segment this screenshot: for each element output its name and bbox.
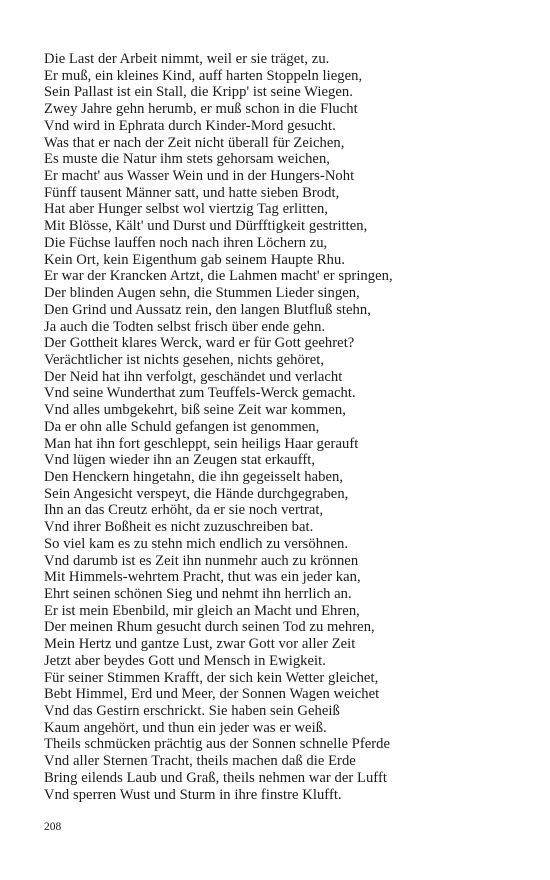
poem-line: Vnd sperren Wust und Sturm in ihre finstre Klufft. bbox=[44, 786, 342, 803]
poem-line: Ihn an das Creutz erhöht, da er sie noch vertrat, bbox=[44, 502, 324, 519]
poem-line: Mein Hertz und gantze Lust, zwar Gott vor aller Zeit bbox=[44, 636, 356, 653]
poem-line: Den Henckern hingetahn, die ihn gegeisselt haben, bbox=[44, 468, 344, 485]
poem-line: Vnd seine Wunderthat zum Teuffels-Werck gemacht. bbox=[44, 385, 356, 402]
poem-line: Die Füchse lauffen noch nach ihren Löchern zu, bbox=[44, 234, 328, 251]
poem-line: Vnd aller Sternen Tracht, theils machen daß die Erde bbox=[44, 753, 356, 770]
poem-text-block bbox=[44, 51, 514, 803]
poem-line: Der blinden Augen sehn, die Stummen Lieder singen, bbox=[44, 285, 360, 302]
poem-line: Sein Angesicht verspeyt, die Hände durchgegraben, bbox=[44, 485, 349, 502]
poem-line: Bring eilends Laub und Graß, theils nehmen war der Lufft bbox=[44, 769, 387, 786]
page-number: 208 bbox=[44, 821, 62, 833]
poem-line: Mit Himmels-wehrtem Pracht, thut was ein jeder kan, bbox=[44, 569, 361, 586]
poem-line: Die Last der Arbeit nimmt, weil er sie träget, zu. bbox=[44, 51, 330, 67]
poem-line: Vnd das Gestirn erschrickt. Sie haben sein Geheiß bbox=[44, 703, 340, 720]
poem-line: So viel kam es zu stehn mich endlich zu versöhnen. bbox=[44, 535, 349, 552]
poem-line: Ehrt seinen schönen Sieg und nehmt ihn herrlich an. bbox=[44, 586, 352, 602]
poem-line: Er ist mein Ebenbild, mir gleich an Macht und Ehren, bbox=[44, 602, 360, 619]
poem-line: Der meinen Rhum gesucht durch seinen Tod zu mehren, bbox=[44, 619, 375, 636]
poem-line: Vnd wird in Ephrata durch Kinder-Mord gesucht. bbox=[44, 117, 336, 134]
poem-line: Kein Ort, kein Eigenthum gab seinem Haupte Rhu. bbox=[44, 251, 346, 268]
poem-line: Den Grind und Aussatz rein, den langen Blutfluß stehn, bbox=[44, 301, 371, 318]
poem-line: Er macht' aus Wasser Wein und in der Hungers-Noht bbox=[44, 168, 355, 185]
poem-line: Er war der Krancken Artzt, die Lahmen macht' er springen, bbox=[44, 268, 393, 285]
poem-line: Fünff tausent Männer satt, und hatte sieben Brodt, bbox=[44, 184, 340, 201]
poem-line: Mit Blösse, Kält' und Durst und Dürfftigkeit gestritten, bbox=[44, 218, 368, 235]
poem-line: Vnd lügen wieder ihn an Zeugen stat erkaufft, bbox=[44, 452, 316, 469]
poem-line: Sein Pallast ist ein Stall, die Kripp' ist seine Wiegen. bbox=[44, 84, 353, 101]
poem-line: Theils schmücken prächtig aus der Sonnen schnelle Pferde bbox=[44, 736, 391, 753]
poem-line: Jetzt aber beydes Gott und Mensch in Ewigkeit. bbox=[44, 652, 326, 669]
poem-line: Da er ohn alle Schuld gefangen ist genommen, bbox=[44, 418, 320, 435]
poem-line: Hat aber Hunger selbst wol viertzig Tag erlitten, bbox=[44, 201, 329, 218]
poem-line: Verächtlicher ist nichts gesehen, nichts gehöret, bbox=[44, 351, 325, 368]
poem-line: Was that er nach der Zeit nicht überall für Zeichen, bbox=[44, 134, 345, 151]
poem-line: Man hat ihn fort geschleppt, sein heiligs Haar gerauft bbox=[44, 435, 359, 452]
poem-line: Vnd darumb ist es Zeit ihn nunmehr auch zu krönnen bbox=[44, 552, 359, 569]
poem-line: Kaum angehört, und thun ein jeder was er weiß. bbox=[44, 719, 327, 736]
poem-line: Vnd alles umbgekehrt, biß seine Zeit war kommen, bbox=[44, 402, 346, 419]
poem-line: Bebt Himmel, Erd und Meer, der Sonnen Wagen weichet bbox=[44, 686, 380, 703]
poem-line: Ja auch die Todten selbst frisch über ende gehn. bbox=[44, 318, 326, 335]
poem-line: Für seiner Stimmen Krafft, der sich kein Wetter gleichet, bbox=[44, 669, 379, 686]
poem-line: Der Neid hat ihn verfolgt, geschändet und verlacht bbox=[44, 368, 343, 385]
poem-line: Er muß, ein kleines Kind, auff harten Stoppeln liegen, bbox=[44, 67, 363, 84]
poem-line: Es muste die Natur ihm stets gehorsam weichen, bbox=[44, 151, 331, 168]
poem-line: Vnd ihrer Boßheit es nicht zuzuschreiben bat. bbox=[44, 519, 314, 536]
poem-line: Zwey Jahre gehn herumb, er muß schon in die Flucht bbox=[44, 101, 358, 118]
poem-line: Der Gottheit klares Werck, ward er für Gott geehret? bbox=[44, 335, 355, 352]
